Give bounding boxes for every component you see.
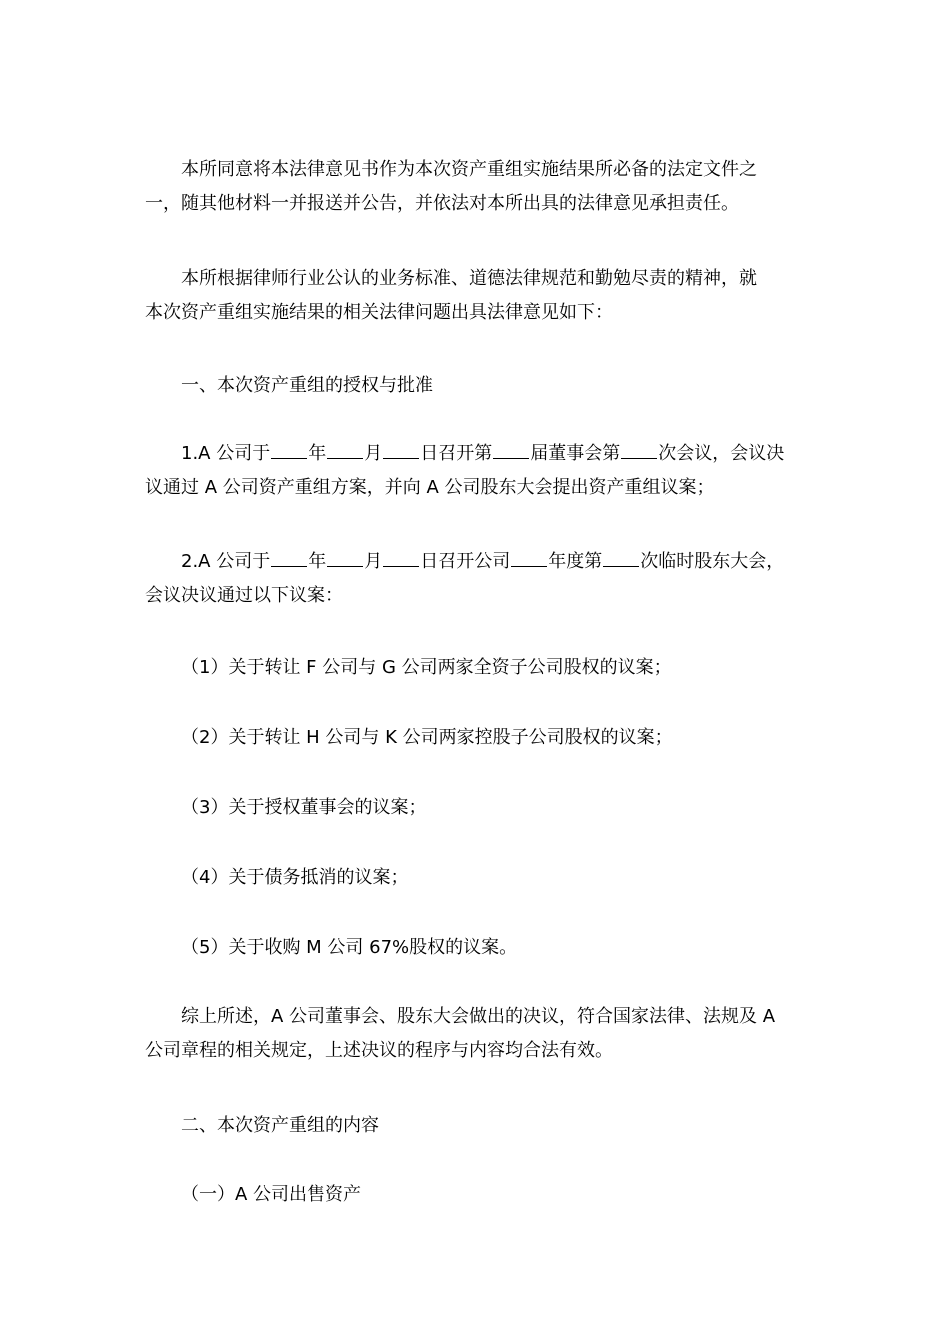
motion-item: （4）关于债务抵消的议案； (181, 867, 409, 888)
text-segment: 次会议，会议决 (658, 443, 785, 464)
motion-item: （2）关于转让 H 公司与 K 公司两家控股子公司股权的议案； (181, 727, 673, 748)
text-segment: 年 (308, 443, 327, 464)
item-board-meeting (145, 437, 808, 505)
paragraph-basis (145, 262, 808, 330)
fill-blank (621, 457, 657, 459)
paragraph-line: 综上所述，A 公司董事会、股东大会做出的决议，符合国家法律、法规及 A (181, 1006, 776, 1027)
paragraph-line (145, 437, 808, 471)
motion-item: （3）关于授权董事会的议案； (181, 797, 427, 818)
fill-blank (383, 457, 419, 459)
subsection-heading: （一）A 公司出售资产 (181, 1184, 362, 1205)
fill-blank (327, 457, 363, 459)
paragraph-line (145, 545, 808, 579)
paragraph-line: 议通过 A 公司资产重组方案，并向 A 公司股东大会提出资产重组议案； (145, 477, 715, 498)
text-segment: 月 (364, 551, 383, 572)
text-segment: 次临时股东大会， (640, 551, 785, 572)
paragraph-consent (145, 153, 808, 221)
text-segment: 年 (308, 551, 327, 572)
fill-blank (327, 565, 363, 567)
paragraph-line: 本次资产重组实施结果的相关法律问题出具法律意见如下： (145, 302, 613, 323)
fill-blank (271, 565, 307, 567)
text-segment: 月 (364, 443, 383, 464)
fill-blank (383, 565, 419, 567)
paragraph-summary (145, 1000, 808, 1068)
section-heading-1: 一、本次资产重组的授权与批准 (181, 375, 433, 396)
text-segment: 届董事会第 (530, 443, 621, 464)
paragraph-line: 本所同意将本法律意见书作为本次资产重组实施结果所必备的法定文件之 (181, 159, 757, 180)
paragraph-line: 公司章程的相关规定，上述决议的程序与内容均合法有效。 (145, 1040, 613, 1061)
text-segment: 日召开公司 (420, 551, 511, 572)
fill-blank (603, 565, 639, 567)
text-segment: 1.A 公司于 (181, 443, 271, 464)
text-segment: 日召开第 (420, 443, 493, 464)
motion-item: （1）关于转让 F 公司与 G 公司两家全资子公司股权的议案； (181, 657, 672, 678)
fill-blank (271, 457, 307, 459)
fill-blank (511, 565, 547, 567)
fill-blank (493, 457, 529, 459)
paragraph-line: 会议决议通过以下议案： (145, 585, 343, 606)
text-segment: 年度第 (548, 551, 603, 572)
item-shareholder-meeting (145, 545, 808, 613)
paragraph-line: 一，随其他材料一并报送并公告，并依法对本所出具的法律意见承担责任。 (145, 193, 739, 214)
section-heading-2: 二、本次资产重组的内容 (181, 1115, 379, 1136)
text-segment: 2.A 公司于 (181, 551, 271, 572)
paragraph-line: 本所根据律师行业公认的业务标准、道德法律规范和勤勉尽责的精神，就 (181, 268, 757, 289)
motion-item: （5）关于收购 M 公司 67%股权的议案。 (181, 937, 518, 958)
